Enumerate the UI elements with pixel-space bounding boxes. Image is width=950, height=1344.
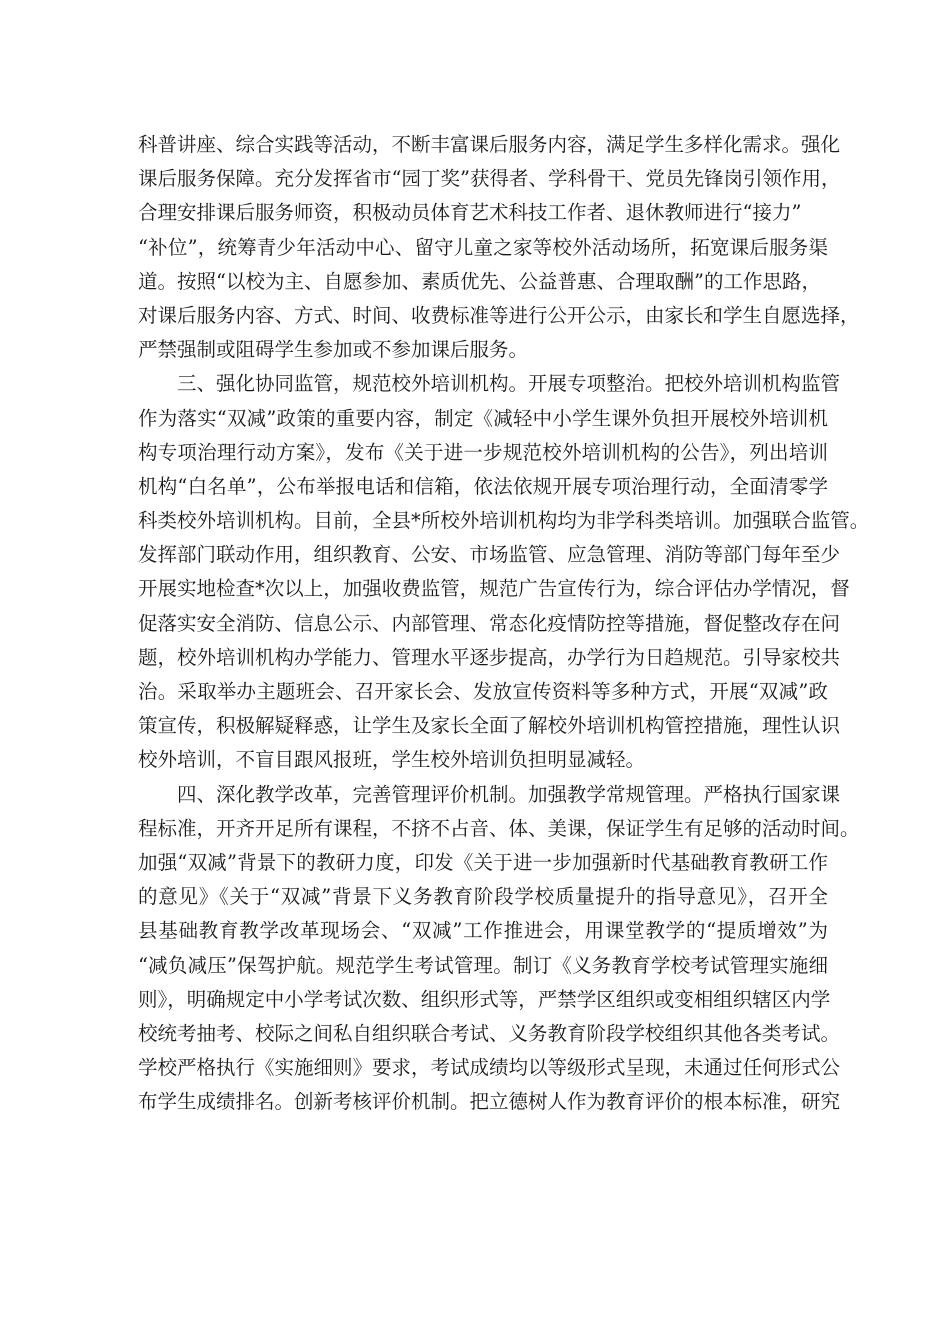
document-body <box>138 128 870 1119</box>
text-line: 校外培训，不盲目跟风报班，学生校外培训负担明显减轻。 <box>138 748 646 772</box>
text-line: 构专项治理行动方案》，发布《关于进一步规范校外培训机构的公告》，列出培训 <box>138 440 828 464</box>
text-line: 机构“白名单”，公布举报电话和信箱，依法依规开展专项治理行动，全面清零学 <box>138 474 828 498</box>
text-line: 课后服务保障。充分发挥省市“园丁奖”获得者、学科骨干、党员先锋岗引领作用， <box>138 167 841 191</box>
paragraph-first-line: 四、深化教学改革，完善管理评价机制。加强教学常规管理。严格执行国家课 <box>177 782 841 806</box>
text-line: 促落实安全消防、信息公示、内部管理、常态化疫情防控等措施，督促整改存在问 <box>138 611 841 635</box>
text-line: 校统考抽考、校际之间私自组织联合考试、义务教育阶段学校组织其他各类考试。 <box>138 1021 841 1045</box>
text-line: 科普讲座、综合实践等活动，不断丰富课后服务内容，满足学生多样化需求。强化 <box>138 133 841 156</box>
text-line: 作为落实“双减”政策的重要内容，制定《减轻中小学生课外负担开展校外培训机 <box>138 406 828 430</box>
text-line: 程标准，开齐开足所有课程，不挤不占音、体、美课，保证学生有足够的活动时间。 <box>138 816 860 840</box>
text-line: 发挥部门联动作用，组织教育、公安、市场监管、应急管理、消防等部门每年至少 <box>138 543 841 567</box>
text-line: 题，校外培训机构办学能力、管理水平逐步提高，办学行为日趋规范。引导家校共 <box>138 645 841 669</box>
text-line: 加强“双减”背景下的教研力度，印发《关于进一步加强新时代基础教育教研工作 <box>138 850 828 874</box>
text-line: 合理安排课后服务师资，积极动员体育艺术科技工作者、退休教师进行“接力” <box>138 201 802 225</box>
text-line: 布学生成绩排名。创新考核评价机制。把立德树人作为教育评价的根本标准，研究 <box>138 1090 841 1114</box>
text-line: “补位”，统筹青少年活动中心、留守儿童之家等校外活动场所，拓宽课后服务渠 <box>138 235 828 259</box>
text-line: 对课后服务内容、方式、时间、收费标准等进行公开公示，由家长和学生自愿选择， <box>138 303 860 327</box>
paragraph-first-line: 三、强化协同监管，规范校外培训机构。开展专项整治。把校外培训机构监管 <box>177 372 841 396</box>
text-line: 县基础教育教学改革现场会、“双减”工作推进会，用课堂教学的“提质增效”为 <box>138 919 828 943</box>
text-line: 策宣传，积极解疑释惑，让学生及家长全面了解校外培训机构管控措施，理性认识 <box>138 714 841 738</box>
text-line: 开展实地检查*次以上，加强收费监管，规范广告宣传行为，综合评估办学情况，督 <box>138 577 850 601</box>
text-line: 科类校外培训机构。目前，全县*所校外培训机构均为非学科类培训。加强联合监管。 <box>138 509 870 533</box>
text-line: 的意见》《关于“双减”背景下义务教育阶段学校质量提升的指导意见》，召开全 <box>138 885 828 909</box>
text-line: 治。采取举办主题班会、召开家长会、发放宣传资料等多种方式，开展“双减”政 <box>138 680 828 703</box>
text-line: 学校严格执行《实施细则》要求，考试成绩均以等级形式呈现，未通过任何形式公 <box>138 1056 841 1080</box>
text-line: 道。按照“以校为主、自愿参加、素质优先、公益普惠、合理取酬”的工作思路， <box>138 269 821 293</box>
text-line: 严禁强制或阻碍学生参加或不参加课后服务。 <box>138 338 529 362</box>
text-line: 则》，明确规定中小学考试次数、组织形式等，严禁学区组织或变相组织辖区内学 <box>138 987 831 1011</box>
text-line: “减负减压”保驾护航。规范学生考试管理。制订《义务教育学校考试管理实施细 <box>138 953 828 977</box>
